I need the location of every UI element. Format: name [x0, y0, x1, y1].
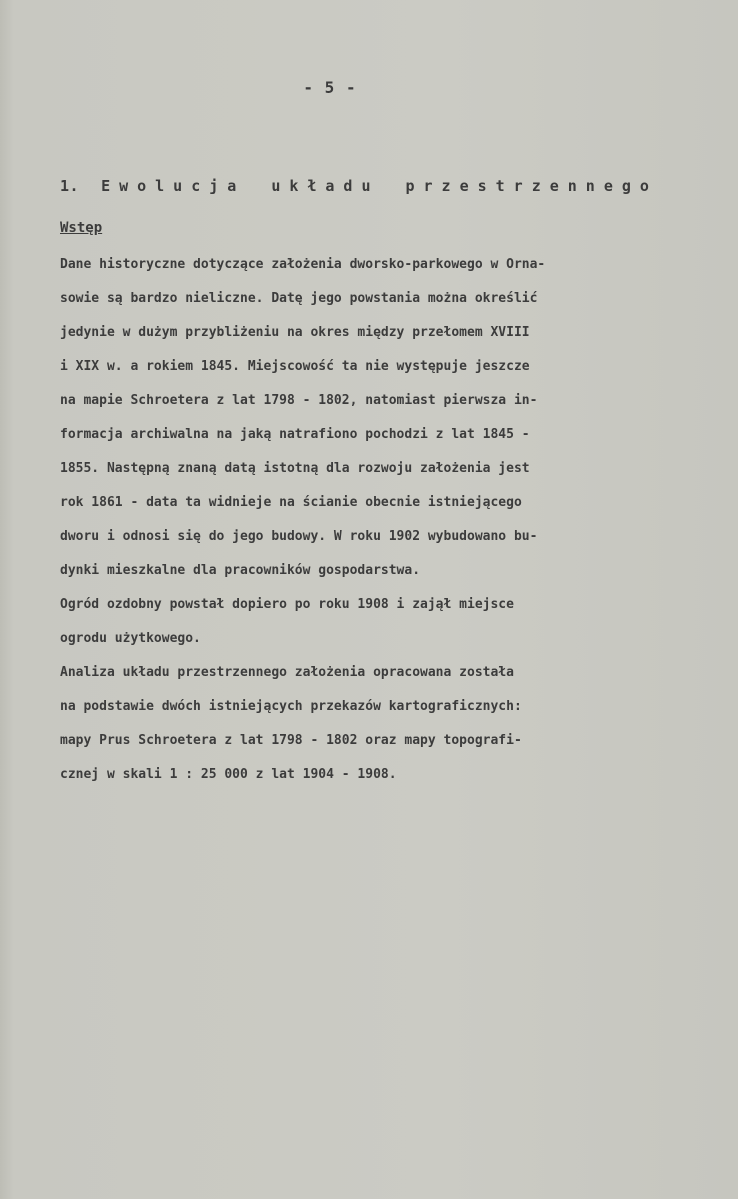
text-line: dynki mieszkalne dla pracowników gospodarstwa. — [60, 563, 421, 578]
text-line: Dane historyczne dotyczące założenia dworsko-parkowego w Orna- — [60, 257, 546, 272]
text-line: mapy Prus Schroetera z lat 1798 - 1802 oraz mapy topografi- — [60, 733, 522, 748]
section-title-word: Ewolucja — [101, 177, 246, 195]
text-line: ogrodu użytkowego. — [60, 631, 201, 646]
text-line: Ogród ozdobny powstał dopiero po roku 1908 i zajął miejsce — [60, 597, 514, 612]
section-number: 1. — [60, 177, 80, 195]
text-line: dworu i odnosi się do jego budowy. W roku 1902 wybudowano bu- — [60, 529, 538, 544]
text-line: jedynie w dużym przybliżeniu na okres między przełomem XVIII — [60, 325, 530, 340]
text-line: 1855. Następną znaną datą istotną dla rozwoju założenia jest — [60, 461, 530, 476]
text-line: cznej w skali 1 : 25 000 z lat 1904 - 1908. — [60, 767, 397, 782]
text-line: na mapie Schroetera z lat 1798 - 1802, natomiast pierwsza in- — [60, 393, 538, 408]
body-text — [60, 248, 700, 792]
section-title-word: przestrzennego — [405, 177, 658, 195]
text-line: sowie są bardzo nieliczne. Datę jego powstania można określić — [60, 291, 538, 306]
section-title — [60, 177, 738, 195]
text-line: rok 1861 - data ta widnieje na ścianie obecnie istniejącego — [60, 495, 522, 510]
page-number: - 5 - — [303, 78, 357, 97]
subheading: Wstęp — [60, 220, 103, 236]
text-line: na podstawie dwóch istniejących przekazów kartograficznych: — [60, 699, 522, 714]
section-title-word: układu — [271, 177, 380, 195]
text-line: formacja archiwalna na jaką natrafiono pochodzi z lat 1845 - — [60, 427, 530, 442]
text-line: Analiza układu przestrzennego założenia opracowana została — [60, 665, 514, 680]
text-line: i XIX w. a rokiem 1845. Miejscowość ta nie występuje jeszcze — [60, 359, 530, 374]
